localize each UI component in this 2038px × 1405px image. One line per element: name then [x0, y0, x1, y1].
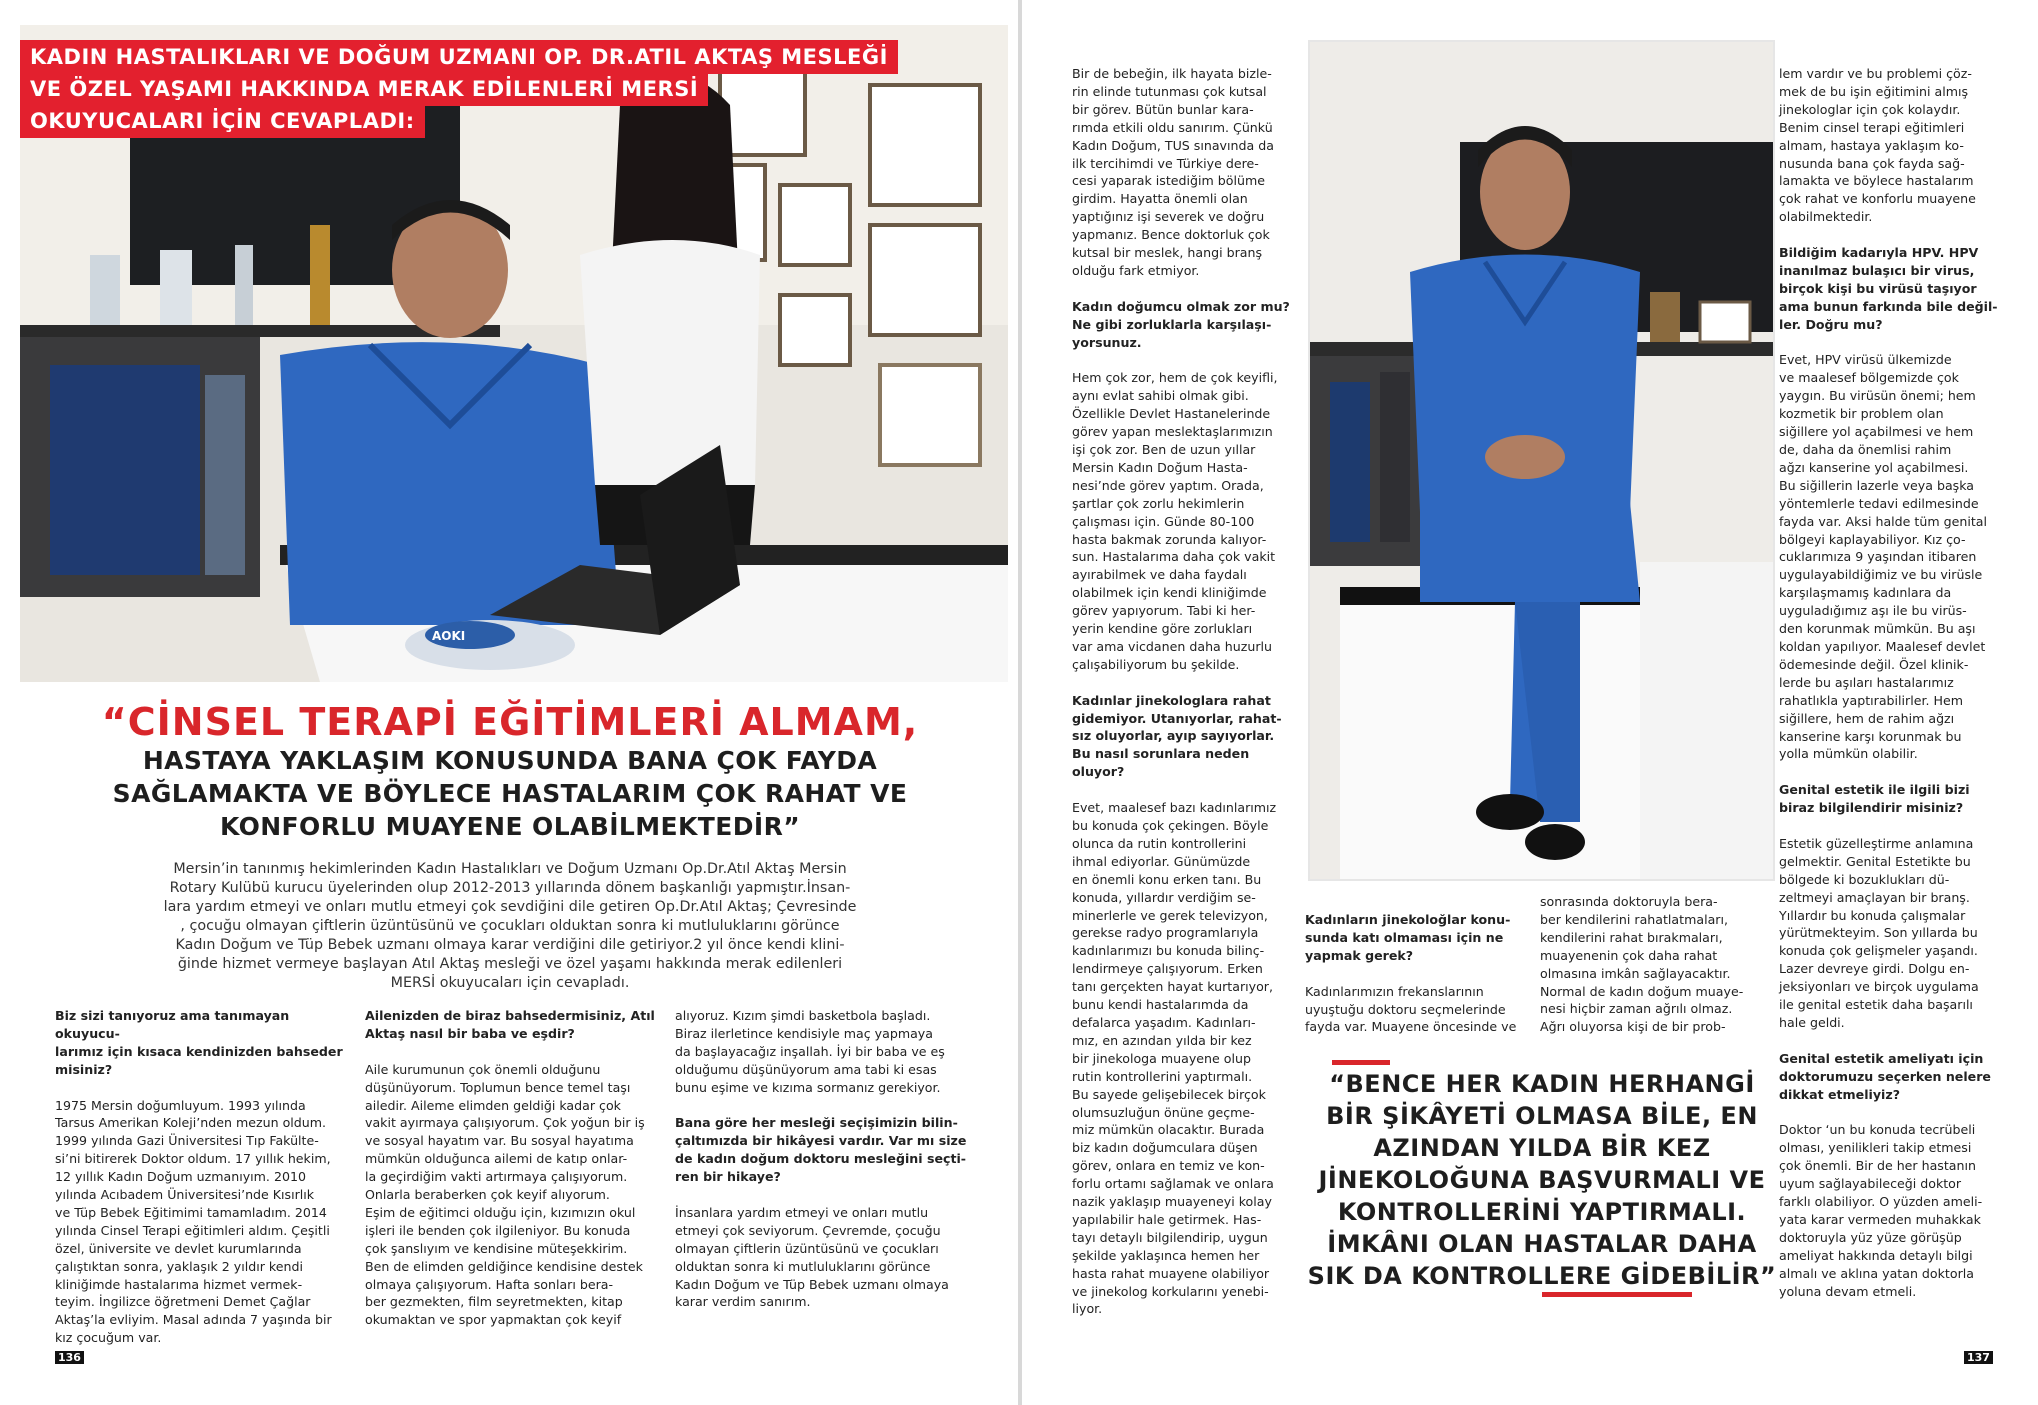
quote-line: İMKÂNI OLAN HASTALAR DAHA	[1327, 1230, 1757, 1258]
quote-line: BİR ŞİKÂYETİ OLMASA BİLE, EN	[1326, 1102, 1758, 1130]
quote-line: AZINDAN YILDA BİR KEZ	[1373, 1134, 1711, 1162]
right-column-1	[1072, 65, 1312, 1336]
intro-line: Mersin’in tanınmış hekimlerinden Kadın Hastalıkları ve Doğum Uzmanı Op.Dr.Atıl Aktaş Mersin	[173, 861, 847, 877]
right-column-2	[1305, 911, 1530, 1054]
quote-line: JİNEKOLOĞUNA BAŞVURMALI VE	[1318, 1166, 1766, 1194]
intro-line: , çocuğu olmayan çiftlerin üzüntüsünü ve çocukları olduktan sonra ki mutluluklarını görünce	[180, 918, 840, 934]
doctor-seated-photo	[1308, 40, 1775, 881]
answer: İnsanlara yardım etmeyi ve onları mutlu etmeyi çok seviyorum. Çevremde, çocuğu olmayan çiftlerin üzüntüsünü ve çocukları olduktan sonra ki mutluluklarını görünce Kadın Doğum ve Tüp Bebek uzmanı olmaya karar verdim sanırım.	[675, 1204, 949, 1310]
question: Genital estetik ameliyatı için doktorumuzu seçerken nelere dikkat etmeliyiz?	[1779, 1050, 1991, 1102]
answer: Bir de bebeğin, ilk hayata bizle- rin elinde tutunması çok kutsal bir görev. Bütün bunlar kara- rımda etkili oldu sanırım. Çünkü Kadın Doğum, TUS sınavında da ilk tercihimdi ve Türkiye dere- cesi yaparak istediğim bölüme girdim. Hayatta önemli olan yaptığınız işi severek ve doğru yapmanız. Bence doktorluk çok kutsal bir meslek, hangi branş olduğu fark etmiyor.	[1072, 66, 1274, 278]
pull-quote-line-3: SAĞLAMAKTA VE BÖYLECE HASTALARIM ÇOK RAHAT VE	[112, 779, 908, 808]
right-pull-quote	[1292, 1068, 1792, 1292]
quote-top-bar	[1332, 1060, 1390, 1065]
question: Kadınların jinekoloğlar konu- sunda katı olmaması için ne yapmak gerek?	[1305, 912, 1511, 963]
pull-quote	[60, 700, 960, 843]
answer: Aile kurumunun çok önemli olduğunu düşünüyorum. Toplumun bence temel taşı ailedir. Aileme elimden geldiği kadar çok vakit ayırmaya çalışıyorum. Çok yoğun bir iş ve sosyal hayatım var. Bu sosyal hayatıma mümkün olduğunca ailemi de katıp onlar- la geçirdiğim vakti artırmaya çalışıyorum. Onlarla beraberken çok keyif alıyorum. Eşim de eğitimci olduğu için, kızımızın okul işleri ile benden çok ilgileniyor. Bu konuda çok şanslıyım ve kendisine müteşekkirim. Ben de elimden geldiğince kendisine destek olmaya çalışıyorum. Hafta sonları bera- ber gezmekten, film seyretmekten, kitap okumaktan ve spor yapmaktan çok keyif	[365, 1061, 645, 1328]
question: Ailenizden de biraz bahsedermisiniz, Atıl Aktaş nasıl bir baba ve eşdir?	[365, 1008, 655, 1041]
pull-quote-line-1: “CİNSEL TERAPİ EĞİTİMLERİ ALMAM,	[101, 700, 919, 744]
answer: Hem çok zor, hem de çok keyifli, aynı evlat sahibi olmak gibi. Özellikle Devlet Hastanelerinde görev yapan meslektaşlarımızın işi çok zor. Ben de uzun yıllar Mersin Kadın Doğum Hasta- nesi’nde görev yaptım. Orada, şartlar çok zorlu hekimlerin çalışması için. Günde 80-100 hasta bakmak zorunda kalıyor- sun. Hastalarıma daha çok vakit ayırabilmek ve daha faydalı olabilmek için kendi kliniğimde görev yapıyorum. Tabi ki her- yerin kendine göre zorlukları var ama vicdanen daha huzurlu çalışabiliyorum bu şekilde.	[1072, 370, 1278, 672]
right-page	[1022, 0, 2038, 1405]
left-column-2	[365, 1007, 665, 1347]
answer: 1975 Mersin doğumluyum. 1993 yılında Tarsus Amerikan Koleji’nden mezun oldum. 1999 yılında Gazi Üniversitesi Tıp Fakülte- si’ni bitirerek Doktor oldum. 17 yıllık hekim, 12 yıllık Kadın Doğum uzmanıyım. 2010 yılında Acıbadem Üniversitesi’nde Kısırlık ve Tüp Bebek Eğitimimi tamamladım. 2014 yılında Cinsel Terapi eğitimleri aldım. Çeşitli özel, üniversite ve devlet kurumlarında çalıştıktan sonra, yaklaşık 2 yıldır kendi kliniğimde hastalarıma hizmet vermek- teyim. İngilizce öğretmeni Demet Çağlar Aktaş’la evliyim. Masal adında 7 yaşında bir kız çocuğum var.	[55, 1097, 332, 1346]
right-column-3	[1540, 893, 1770, 1054]
quote-bottom-bar	[1542, 1292, 1692, 1297]
left-column-1	[55, 1007, 355, 1365]
question: Bildiğim kadarıyla HPV. HPV inanılmaz bulaşıcı bir virus, birçok kişi bu virüsü taşıyor ama bunun farkında bile değil- ler. Doğru mu?	[1779, 245, 1998, 332]
quote-line: SIK DA KONTROLLERE GİDEBİLİR”	[1307, 1262, 1777, 1290]
quote-line: “BENCE HER KADIN HERHANGİ	[1329, 1070, 1755, 1098]
left-column-3	[675, 1007, 975, 1329]
photo-caption-line-3: OKUYUCALARI İÇİN CEVAPLADI:	[20, 104, 425, 138]
question: Kadın doğumcu olmak zor mu? Ne gibi zorluklarla karşılaşı- yorsunuz.	[1072, 298, 1290, 350]
intro-line: Rotary Kulübü kurucu üyelerinden olup 2012-2013 yıllarında dönem başkanlığı yapmıştır.İnsan-	[169, 880, 851, 896]
quote-line: KONTROLLERİNİ YAPTIRMALI.	[1337, 1198, 1747, 1226]
question: Bana göre her mesleği seçişimizin bilin- çaltımızda bir hikâyesi vardır. Var mı size de kadın doğum doktoru mesleğini seçti- ren bir hikaye?	[675, 1115, 967, 1185]
intro-line: lara yardım etmeyi ve onları mutlu etmeyi çok sevdiğini dile getiren Op.Dr.Atıl Aktaş; Çevresinde	[163, 899, 857, 915]
mousepad-text: AOKI	[432, 629, 466, 643]
question: Kadınlar jinekologlara rahat gidemiyor. Utanıyorlar, rahat- sız oluyorlar, ayıp sayıyorlar. Bu nasıl sorunlara neden oluyor?	[1072, 692, 1282, 780]
question: Genital estetik ile ilgili bizi biraz bilgilendirir misiniz?	[1779, 782, 1970, 816]
intro-line: ğinde hizmet vermeye başlayan Atıl Aktaş mesleği ve özel yaşamı hakkında merak edilenleri	[177, 956, 843, 972]
intro-line: Kadın Doğum ve Tüp Bebek uzmanı olmaya karar verdiğini dile getiriyor.2 yıl önce kendi klini-	[175, 937, 845, 953]
question: Biz sizi tanıyoruz ama tanımayan okuyucu- larımız için kısaca kendinizden bahseder misiniz?	[55, 1008, 343, 1077]
photo-caption-line-2: VE ÖZEL YAŞAMI HAKKINDA MERAK EDİLENLERİ MERSİ	[20, 72, 708, 106]
answer: Evet, HPV virüsü ülkemizde ve maalesef bölgemizde çok yaygın. Bu virüsün önemi; hem kozmetik bir problem olan siğillere yol açabilmesi ve hem de, daha da önemlisi rahim ağzı kanserine yol açabilmesi. Bu siğillerin lazerle veya başka yöntemlerle tedavi edilmesinde fayda var. Aksi halde tüm genital bölgeyi kaplayabiliyor. Kız ço- cuklarımıza 9 yaşından itibaren uygulayabildiğimiz ve bu virüsle karşılaşmamış kadınlara da uyguladığımız aşı ile bu virüs- den korunmak mümkün. Bu aşı koldan yapılıyor. Maalesef devlet ödemesinde değil. Özel klinik- lerde bu aşıları hastalarımız rahatlıkla yaptırabilirler. Hem siğillere, hem de rahim ağzı kanserine karşı korunmak bu yolla mümkün olabilir.	[1779, 352, 1987, 762]
answer: Doktor ‘un bu konuda tecrübeli olması, yenilikleri takip etmesi çok önemli. Bir de her hastanın uyum sağlayabileceği doktor farklı olabiliyor. O yüzden ameli- yata karar vermeden muhakkak doktoruyla yüz yüze görüşüp ameliyat hakkında detaylı bilgi almalı ve aklına yatan doktorla yoluna devam etmeli.	[1779, 1122, 1983, 1299]
photo-caption-line-1: KADIN HASTALIKLARI VE DOĞUM UZMANI OP. DR.ATIL AKTAŞ MESLEĞİ	[20, 40, 898, 74]
answer: Kadınlarımızın frekanslarının uyuştuğu doktoru seçmelerinde fayda var. Muayene öncesinde ve	[1305, 983, 1517, 1035]
intro-line: MERSİ okuyucaları için cevapladı.	[390, 975, 630, 991]
pull-quote-line-2: HASTAYA YAKLAŞIM KONUSUNDA BANA ÇOK FAYDA	[142, 746, 878, 775]
intro-paragraph	[80, 860, 940, 993]
answer: Evet, maalesef bazı kadınlarımız bu konuda çok çekingen. Böyle olunca da rutin kontrollerini ihmal ediyorlar. Günümüzde en önemli konu erken tanı. Bu konuda, yıllardır verdiğim se- minerlerle ve gerek televizyon, gerekse radyo programlarıyla kadınlarımızı bu konuda bilinç- lendirmeye çalışıyorum. Erken tanı gerçekten hayat kurtarıyor, bunu kendi hastalarımda da defalarca yaşadım. Kadınları- mız, en azından yılda bir kez bir jinekologa muayene olup rutin kontrollerini yaptırmalı. Bu sayede gelişebilecek birçok olumsuzluğun önüne geçme- miz mümkün olacaktır. Burada biz kadın doğumculara düşen görev, onlara en temiz ve kon- forlu ortamı sağlamak ve onlara nazik yaklaşıp muayeneyi kolay yapılabilir hale getirmek. Has- tayı detaylı bilgilendirip, uygun şekilde yaklaşınca hemen her hasta rahat muayene olabiliyor ve jinekolog korkularını yenebi- liyor.	[1072, 800, 1277, 1317]
page-number-right: 137	[1964, 1351, 1993, 1364]
answer: alıyoruz. Kızım şimdi basketbola başladı. Biraz ilerletince kendisiyle maç yapmaya da başlayacağız inşallah. İyi bir baba ve eş olduğumu düşünüyorum ama tabi ki esas bunu eşime ve kızıma sormanız gerekiyor.	[675, 1008, 945, 1095]
pull-quote-line-4: KONFORLU MUAYENE OLABİLMEKTEDİR”	[219, 812, 801, 841]
left-page	[0, 0, 1018, 1405]
page-number-left: 136	[55, 1351, 84, 1364]
right-column-4	[1779, 65, 2029, 1318]
answer: lem vardır ve bu problemi çöz- mek de bu işin eğitimini almış jinekologlar için çok kolaydır. Benim cinsel terapi eğitimleri almam, hastaya yaklaşım ko- nusunda bana çok fayda sağ- lamakta ve böylece hastalarım çok rahat ve konforlu muayene olabilmektedir.	[1779, 66, 1976, 225]
answer: sonrasında doktoruyla bera- ber kendilerini rahatlatmaları, kendilerini rahat bırakmaları, muayenenin çok daha rahat olmasına imkân sağlayacaktır. Normal de kadın doğum muaye- nesi hiçbir zaman ağrılı olmaz. Ağrı oluyorsa kişi de bir prob-	[1540, 894, 1744, 1035]
answer: Estetik güzelleştirme anlamına gelmektir. Genital Estetikte bu bölgede ki bozuklukları dü- zeltmeyi amaçlayan bir branş. Yıllardır bu konuda çalışmalar yürütmekteyim. Son yıllarda bu konuda çok gelişmeler yaşandı. Lazer devreye girdi. Dolgu en- jeksiyonları ve birçok uygulama ile genital estetik daha başarılı hale geldi.	[1779, 835, 1979, 1030]
